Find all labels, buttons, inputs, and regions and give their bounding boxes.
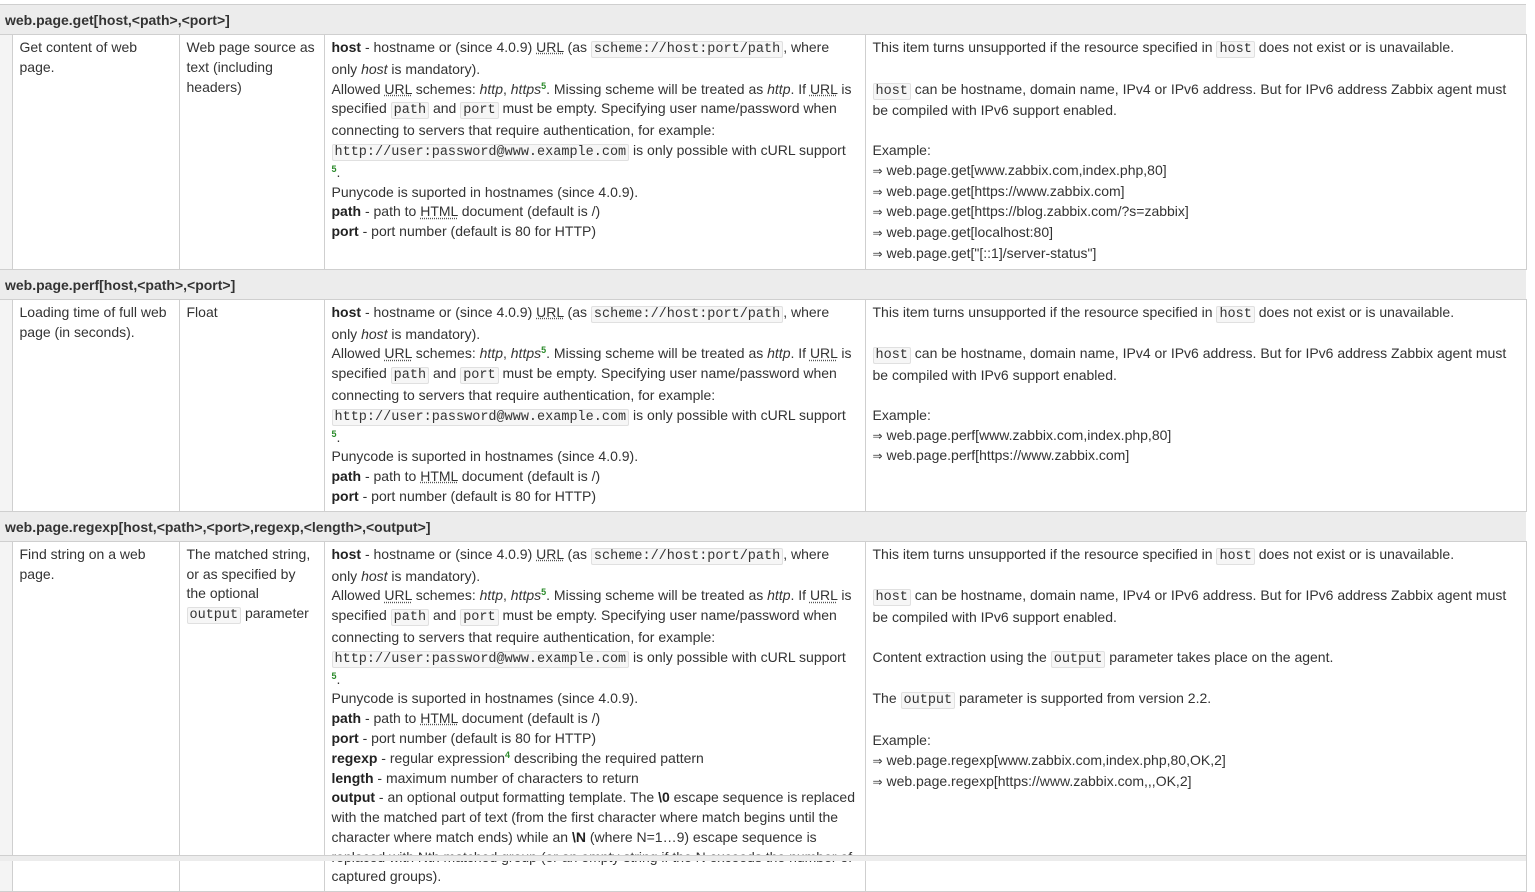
item-header-web-page-regexp <box>0 511 1526 541</box>
item-key: web.page.get[host,<path>,<port>] <box>0 5 1526 35</box>
item-notes: This item turns unsupported if the resource specified in host does not exist or is unavailable. host can be hostname, domain name, IPv4 or IPv6 address. But for IPv6 address Zabbix agent must be compiled with IPv6 support enabled. Example: ⇒ web.page.perf[www.zabbix.com,index.php,80] ⇒ web.page.perf[https://www.zabbix.com] <box>865 299 1526 511</box>
item-description: Find string on a web page. <box>12 541 179 892</box>
example-line: ⇒ web.page.perf[www.zabbix.com,index.php,80] <box>872 426 1172 443</box>
item-notes: This item turns unsupported if the resource specified in host does not exist or is unavailable. host can be hostname, domain name, IPv4 or IPv6 address. But for IPv6 address Zabbix agent must be compiled with IPv6 support enabled. Content extraction using the output parameter takes place on the agent. The output parameter is supported from version 2.2. Example: ⇒ web.page.regexp[www.zabbix.com,index.php,80,OK,2] ⇒ web.page.regexp[https://www.zabbix.com,,,OK,2] <box>865 541 1526 892</box>
footnote-link[interactable]: 5 <box>541 345 547 356</box>
example-line: ⇒ web.page.perf[https://www.zabbix.com] <box>872 447 1130 464</box>
item-parameters: host - hostname or (since 4.0.9) URL (as scheme://host:port/path , where only host is mandatory). Allowed URL schemes: http, https$^5$. Missing scheme will be treated as http. If URL is specified path and port must be empty. Specifying user name/password when connecting to servers that require authentication, for example: http://user:password@www.example.com is only possible with cURL support $^5$. Punycode is suported in hostnames (since 4.0.9). path - path to HTML document (default is /) port - port number (default is 80 for HTTP) regexp - regular expression$^4$ describing the required pattern length - maximum number of characters to return output - an optional output formatting template. The \0 escape sequence is replaced with the matched part of text (from the first character where match begins until the character where match ends) while an \N (where N=1…9) escape sequence is captured groups). <box>324 541 865 892</box>
item-parameters: host - hostname or (since 4.0.9) URL (as scheme://host:port/path , where only host is mandatory). Allowed URL schemes: http, https$^5$. Missing scheme will be treated as http. If URL is specified path and port must be empty. Specifying user name/password when connecting to servers that require authentication, for example: http://user:password@www.example.com is only possible with cURL support $^5$. Punycode is suported in hostnames (since 4.0.9). path - path to HTML document (default is /) port - port number (default is 80 for HTTP) <box>324 299 865 511</box>
footnote-link[interactable]: 5 <box>541 587 547 598</box>
item-description: Loading time of full web page (in seconds). <box>12 299 179 511</box>
row-gutter <box>0 541 12 892</box>
item-key: web.page.perf[host,<path>,<port>] <box>0 269 1526 299</box>
footnote-link[interactable]: 5 <box>331 428 337 439</box>
item-return-value: Float <box>179 299 324 511</box>
item-parameters: host - hostname or (since 4.0.9) URL (as scheme://host:port/path , where only host is mandatory). Allowed URL schemes: http, https$^5$. Missing scheme will be treated as http. If URL is specified path and port must be empty. Specifying user name/password when connecting to servers that require authentication, for example: http://user:password@www.example.com is only possible with cURL support $^5$. Punycode is suported in hostnames (since 4.0.9). path - path to HTML document (default is /) port - port number (default is 80 for HTTP) <box>324 35 865 270</box>
item-row-web-page-regexp <box>0 541 1526 892</box>
item-row-web-page-perf <box>0 299 1526 511</box>
example-line: ⇒ web.page.get[www.zabbix.com,index.php,80] <box>872 161 1167 178</box>
item-key: web.page.regexp[host,<path>,<port>,regexp,<length>,<output>] <box>0 511 1526 541</box>
item-return-value: Web page source as text (including headers) <box>179 35 324 270</box>
example-line: ⇒ web.page.get[https://blog.zabbix.com/?s=zabbix] <box>872 203 1189 220</box>
row-gutter <box>0 35 12 270</box>
example-line: ⇒ web.page.get[localhost:80] <box>872 224 1054 241</box>
example-line: ⇒ web.page.regexp[https://www.zabbix.com,,,OK,2] <box>872 772 1192 789</box>
example-line: ⇒ web.page.regexp[www.zabbix.com,index.php,80,OK,2] <box>872 751 1226 768</box>
footnote-link[interactable]: 5 <box>331 670 337 681</box>
item-header-web-page-get <box>0 5 1526 35</box>
item-header-web-page-perf <box>0 269 1526 299</box>
example-line: ⇒ web.page.get[https://www.zabbix.com] <box>872 182 1125 199</box>
item-return-value: The matched string, or as specified by the optional output parameter <box>179 541 324 892</box>
next-item-header-strip <box>0 855 1526 861</box>
footnote-link[interactable]: 5 <box>331 163 337 174</box>
item-row-web-page-get <box>0 35 1526 270</box>
items-table <box>0 4 1527 892</box>
example-line: ⇒ web.page.get["[::1]/server-status"] <box>872 244 1097 261</box>
item-description: Get content of web page. <box>12 35 179 270</box>
footnote-link[interactable]: 5 <box>541 80 547 91</box>
item-notes: This item turns unsupported if the resource specified in host does not exist or is unavailable. host can be hostname, domain name, IPv4 or IPv6 address. But for IPv6 address Zabbix agent must be compiled with IPv6 support enabled. Example: ⇒ web.page.get[www.zabbix.com,index.php,80] ⇒ web.page.get[https://www.zabbix.com] ⇒ web.page.get[https://blog.zabbix.com/?s=zabbix] ⇒ web.page.get[localhost:80] ⇒ web.page.get["[::1]/server-status"] <box>865 35 1526 270</box>
footnote-link[interactable]: 4 <box>505 749 511 760</box>
row-gutter <box>0 299 12 511</box>
